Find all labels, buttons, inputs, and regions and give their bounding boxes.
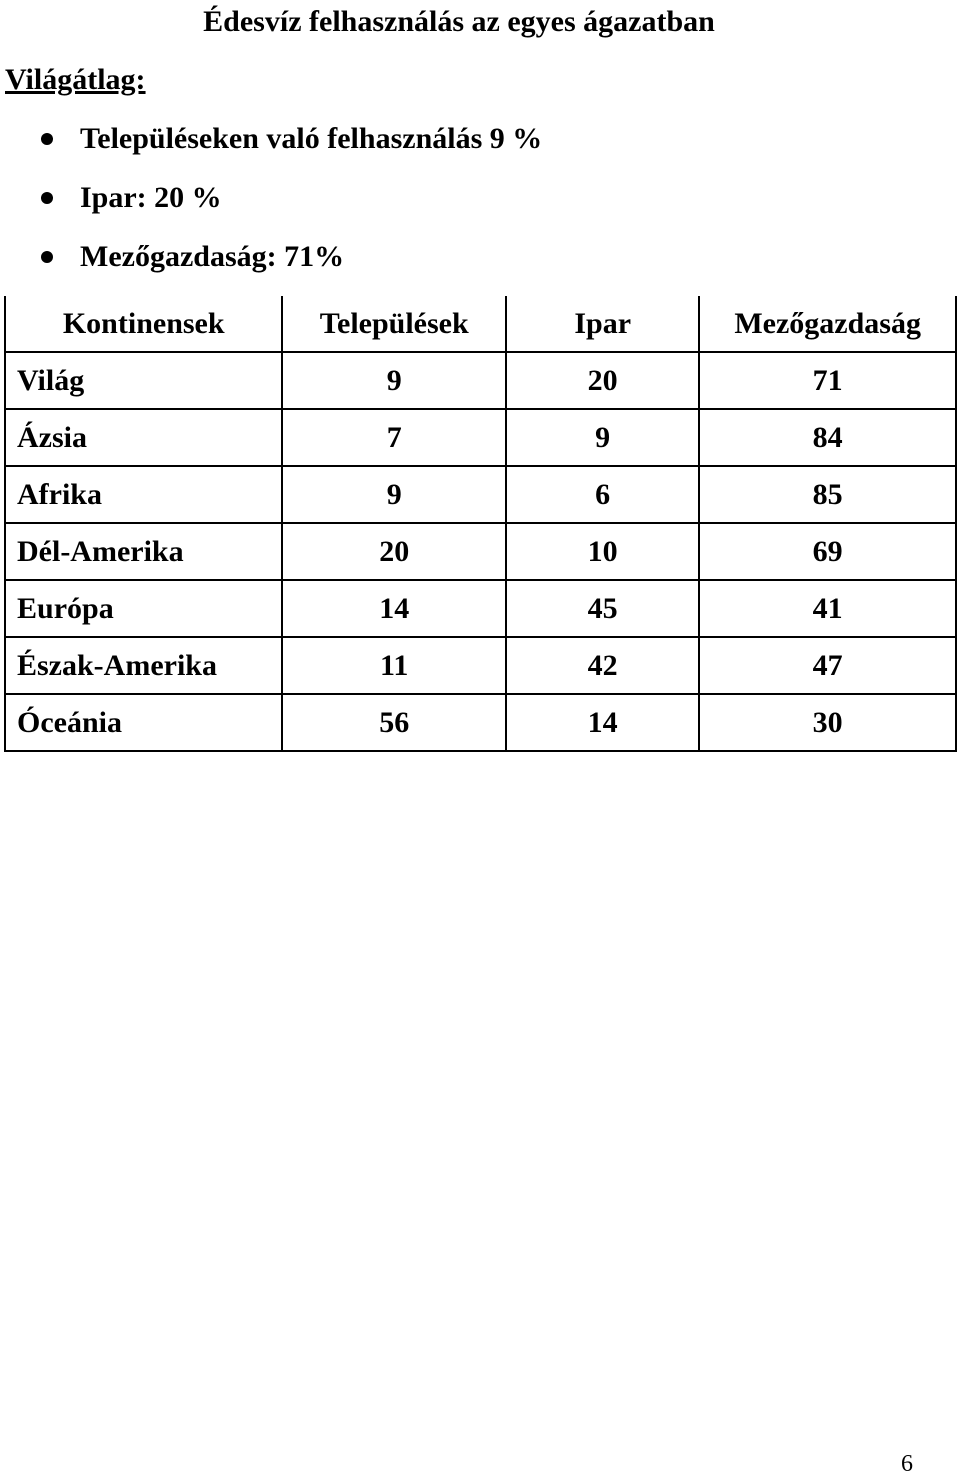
agriculture-cell: 69 [699,523,956,580]
table-row [5,523,956,580]
continent-cell: Afrika [5,466,282,523]
bullet-item [0,178,542,237]
continent-cell: Dél-Amerika [5,523,282,580]
table-row [5,580,956,637]
bullet-item [0,119,542,178]
settlements-cell: 9 [282,466,506,523]
agriculture-cell: 84 [699,409,956,466]
column-header-continents: Kontinensek [5,296,282,352]
continent-cell: Európa [5,580,282,637]
water-usage-table [4,296,957,752]
section-subtitle: Világátlag: [5,63,146,96]
table-row [5,466,956,523]
bullet-dot-icon [41,133,53,145]
table-row [5,637,956,694]
settlements-cell: 56 [282,694,506,751]
column-header-settlements: Települések [282,296,506,352]
bullet-list [0,119,542,296]
settlements-cell: 11 [282,637,506,694]
industry-cell: 9 [506,409,699,466]
agriculture-cell: 47 [699,637,956,694]
continent-cell: Észak-Amerika [5,637,282,694]
bullet-text: Mezőgazdaság: 71% [80,240,345,273]
bullet-text: Településeken való felhasználás 9 % [80,122,543,155]
industry-cell: 6 [506,466,699,523]
settlements-cell: 20 [282,523,506,580]
table-row [5,352,956,409]
continent-cell: Ázsia [5,409,282,466]
industry-cell: 20 [506,352,699,409]
bullet-item [0,237,542,296]
settlements-cell: 7 [282,409,506,466]
industry-cell: 14 [506,694,699,751]
table-row [5,409,956,466]
bullet-dot-icon [41,251,53,263]
settlements-cell: 14 [282,580,506,637]
column-header-industry: Ipar [506,296,699,352]
industry-cell: 10 [506,523,699,580]
continent-cell: Óceánia [5,694,282,751]
industry-cell: 45 [506,580,699,637]
bullet-text: Ipar: 20 % [80,181,222,214]
bullet-dot-icon [41,192,53,204]
table-row [5,694,956,751]
agriculture-cell: 71 [699,352,956,409]
page-number: 6 [901,1451,913,1477]
agriculture-cell: 41 [699,580,956,637]
page-title: Édesvíz felhasználás az egyes ágazatban [203,5,715,38]
settlements-cell: 9 [282,352,506,409]
continent-cell: Világ [5,352,282,409]
column-header-agriculture: Mezőgazdaság [699,296,956,352]
agriculture-cell: 85 [699,466,956,523]
agriculture-cell: 30 [699,694,956,751]
table-header-row [5,296,956,352]
industry-cell: 42 [506,637,699,694]
